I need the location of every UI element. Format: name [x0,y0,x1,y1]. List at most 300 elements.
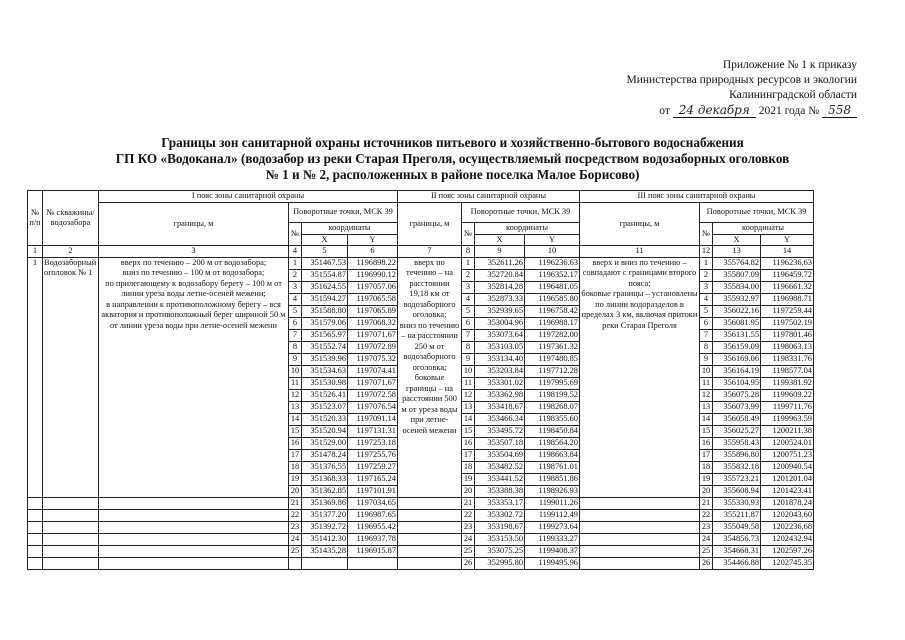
col-num-header: № п/п [28,191,43,246]
belt3-point-x: 355932.97 [713,293,761,305]
belt2-point-no: 6 [462,317,475,329]
belt3-point-y: 1199381.92 [761,377,814,389]
belt3-point-y: 1198063.13 [761,341,814,353]
empty-cell [43,545,99,557]
belt2-point-no: 20 [462,485,475,497]
belt3-point-y: 1200751.23 [761,449,814,461]
belt2-point-y: 1198355.60 [525,413,580,425]
belt3-bounds-text: вверх и вниз по течению – совпадают с границами второго пояса; боковые границы – установлены по линии водоразделов в пределах 3 км, включая притоки реки Старая Преголя [580,257,700,497]
belt3-no-header: № [700,223,713,246]
empty-cell [580,557,700,569]
belt3-point-no: 21 [700,497,713,509]
belt2-point-no: 8 [462,341,475,353]
empty-cell [398,497,462,509]
belt1-point-x: 351579.06 [302,317,348,329]
belt2-point-y: 1198268.07 [525,401,580,413]
belt1-point-no: 14 [289,413,302,425]
belt3-point-y: 1198577.04 [761,365,814,377]
empty-cell [99,557,289,569]
belt3-point-x: 355764.82 [713,257,761,269]
belt1-point-no: 12 [289,389,302,401]
belt2-point-x: 353073.64 [475,329,525,341]
belt3-bounds-header: границы, м [580,203,700,246]
belt3-point-no: 12 [700,389,713,401]
belt2-point-y: 1196236.63 [525,257,580,269]
belt1-point-y: 1196915.87 [348,545,398,557]
belt2-point-no: 2 [462,269,475,281]
belt2-point-no: 17 [462,449,475,461]
belt1-point-no: 20 [289,485,302,497]
belt2-point-y: 1199273.64 [525,521,580,533]
belt3-point-y: 1202236.68 [761,521,814,533]
belt1-coords-header: координаты [302,223,398,235]
empty-cell [398,509,462,521]
belt3-point-y: 1200211.38 [761,425,814,437]
belt2-point-y: 1199011.26 [525,497,580,509]
belt3-point-x: 356058.49 [713,413,761,425]
belt3-point-y: 1196988.71 [761,293,814,305]
belt2-point-x: 352611.26 [475,257,525,269]
belt1-header: I пояс зоны санитарной охраны [99,191,398,203]
belt3-point-x: 355807.09 [713,269,761,281]
handwritten-date: 24 декабря [673,103,756,118]
belt1-point-y: 1196937.78 [348,533,398,545]
empty-cell [99,509,289,521]
belt1-point-no: 7 [289,329,302,341]
belt2-point-x: 353103.05 [475,341,525,353]
belt1-point-empty [302,557,348,569]
belt3-y-header: Y [761,234,814,246]
column-number-cell: 11 [580,246,700,258]
belt3-point-x: 356025.27 [713,425,761,437]
belt1-point-y: 1197068.32 [348,317,398,329]
empty-cell [580,545,700,557]
belt2-point-y: 1198851.86 [525,473,580,485]
belt1-no-header: № [289,223,302,246]
belt2-point-y: 1199333.27 [525,533,580,545]
table-row [28,557,814,569]
belt3-point-no: 14 [700,413,713,425]
belt2-point-no: 26 [462,557,475,569]
belt3-point-x: 355832.18 [713,461,761,473]
belt3-point-no: 8 [700,341,713,353]
belt1-point-y: 1196955.42 [348,521,398,533]
belt2-point-x: 353362.98 [475,389,525,401]
belt2-point-x: 353353.17 [475,497,525,509]
belt2-point-y: 1196758.42 [525,305,580,317]
belt1-point-y: 1197255.76 [348,449,398,461]
belt3-point-x: 356159.09 [713,341,761,353]
belt1-point-y: 1197091.14 [348,413,398,425]
belt3-point-x: 354668.31 [713,545,761,557]
row-num-cell: 1 [28,257,43,497]
belt1-point-y: 1197075.32 [348,353,398,365]
belt3-point-x: 356073.99 [713,401,761,413]
table-body [28,191,814,570]
belt1-point-y: 1197072.89 [348,341,398,353]
column-number-cell: 9 [475,246,525,258]
handwritten-number: 558 [822,103,857,118]
belt2-point-x: 352995.80 [475,557,525,569]
column-number-cell: 13 [713,246,761,258]
belt3-point-no: 17 [700,449,713,461]
belt1-point-no: 11 [289,377,302,389]
belt2-point-x: 352814.28 [475,281,525,293]
belt1-point-x: 351520.94 [302,425,348,437]
belt3-point-x: 356022.16 [713,305,761,317]
belt1-point-x: 351565.97 [302,329,348,341]
belt1-point-y: 1197074.41 [348,365,398,377]
belt2-point-x: 353004.96 [475,317,525,329]
belt1-point-no: 18 [289,461,302,473]
belt1-point-x: 351376.55 [302,461,348,473]
belt2-point-x: 352873.33 [475,293,525,305]
col-well-header: № скважины/ водозабора [43,191,99,246]
belt3-point-x: 355896.80 [713,449,761,461]
title-line-2: ГП КО «Водоканал» (водозабор из реки Старая Преголя, осуществляемый посредством водозаборных оголовков [115,151,790,166]
belt3-point-y: 1201423.41 [761,485,814,497]
belt2-point-x: 353504.69 [475,449,525,461]
row-well-cell: Водозаборный оголовок № 1 [43,257,99,497]
belt1-point-x: 351520.33 [302,413,348,425]
belt3-point-x: 356169.06 [713,353,761,365]
belt3-point-x: 356104.95 [713,377,761,389]
belt2-point-x: 353198.67 [475,521,525,533]
belt2-point-no: 18 [462,461,475,473]
header-row-1 [28,191,814,203]
belt1-point-no: 23 [289,521,302,533]
belt1-point-y: 1197034.65 [348,497,398,509]
empty-cell [580,497,700,509]
belt2-point-no: 10 [462,365,475,377]
belt3-point-x: 355834.00 [713,281,761,293]
belt2-point-x: 353482.52 [475,461,525,473]
belt3-point-y: 1201201.04 [761,473,814,485]
belt2-bounds-text: вверх по течению – на расстоянии 19,18 км от водозаборного оголовка; вниз по течению – на расстоянии 250 м от водозаборного оголовка; боковые границы – на расстоянии 500 м от уреза воды при летне-осеней межени [398,257,462,497]
belt1-point-y: 1197071.67 [348,329,398,341]
belt1-point-y: 1196987.65 [348,509,398,521]
belt2-point-y: 1197995.69 [525,377,580,389]
belt1-point-no: 25 [289,545,302,557]
belt2-point-no: 13 [462,401,475,413]
belt3-point-no: 24 [700,533,713,545]
belt2-point-x: 353153.50 [475,533,525,545]
belt1-point-x: 351526.41 [302,389,348,401]
table-row [28,533,814,545]
column-number-cell: 2 [43,246,99,258]
belt3-point-no: 25 [700,545,713,557]
belt2-point-no: 16 [462,437,475,449]
belt1-point-y: 1197057.06 [348,281,398,293]
belt2-no-header: № [462,223,475,246]
belt2-point-no: 15 [462,425,475,437]
belt1-point-no: 21 [289,497,302,509]
empty-cell [28,497,43,509]
empty-cell [28,545,43,557]
belt1-point-x: 351534.63 [302,365,348,377]
column-number-cell: 8 [462,246,475,258]
belt3-point-x: 355723.21 [713,473,761,485]
empty-cell [28,533,43,545]
belt2-point-y: 1196481.05 [525,281,580,293]
belt2-point-x: 353418.67 [475,401,525,413]
belt1-points-header: Поворотные точки, МСК 39 [289,203,398,223]
belt1-point-x: 351552.74 [302,341,348,353]
belt1-point-x: 351539.96 [302,353,348,365]
belt2-x-header: X [475,234,525,246]
belt1-point-no: 15 [289,425,302,437]
from-label: от [659,105,670,117]
belt1-point-empty [348,557,398,569]
belt1-point-no: 13 [289,401,302,413]
table-row [28,257,814,269]
belt1-point-no: 17 [289,449,302,461]
belt2-point-x: 353388.38 [475,485,525,497]
belt2-point-y: 1199112.49 [525,509,580,521]
belt2-point-no: 21 [462,497,475,509]
belt2-point-x: 353301.02 [475,377,525,389]
belt2-point-no: 3 [462,281,475,293]
belt2-point-y: 1196585.80 [525,293,580,305]
belt3-point-x: 356075.28 [713,389,761,401]
belt1-point-empty [289,557,302,569]
belt1-point-x: 351529.00 [302,437,348,449]
belt1-point-x: 351624.55 [302,281,348,293]
column-number-cell: 5 [302,246,348,258]
belt3-point-no: 6 [700,317,713,329]
belt3-coords-header: координаты [713,223,814,235]
belt1-point-y: 1197253.18 [348,437,398,449]
belt3-point-no: 13 [700,401,713,413]
belt2-point-no: 4 [462,293,475,305]
belt1-point-y: 1197101.91 [348,485,398,497]
empty-cell [580,509,700,521]
belt2-point-x: 353075.25 [475,545,525,557]
belt1-point-no: 2 [289,269,302,281]
belt3-point-y: 1199711.76 [761,401,814,413]
belt2-point-x: 353507.18 [475,437,525,449]
belt1-point-x: 351554.87 [302,269,348,281]
document-title [0,135,905,183]
belt1-y-header: Y [348,234,398,246]
belt1-point-y: 1197165.24 [348,473,398,485]
column-number-cell: 10 [525,246,580,258]
belt3-point-y: 1198331.76 [761,353,814,365]
belt1-point-x: 351478.24 [302,449,348,461]
belt3-point-y: 1202043.60 [761,509,814,521]
belt1-point-no: 19 [289,473,302,485]
column-number-cell: 12 [700,246,713,258]
empty-cell [99,545,289,557]
belt1-point-no: 6 [289,317,302,329]
belt3-point-no: 23 [700,521,713,533]
zones-table [27,190,814,570]
belt1-point-no: 9 [289,353,302,365]
belt2-point-y: 1196352.17 [525,269,580,281]
belt3-point-x: 354856.73 [713,533,761,545]
belt3-point-y: 1201878.24 [761,497,814,509]
belt2-coords-header: координаты [475,223,580,235]
belt1-point-x: 351377.20 [302,509,348,521]
belt3-x-header: X [713,234,761,246]
table-row [28,509,814,521]
belt2-point-y: 1198564.20 [525,437,580,449]
belt1-point-x: 351530.98 [302,377,348,389]
belt1-point-y: 1196898.22 [348,257,398,269]
belt3-points-header: Поворотные точки, МСК 39 [700,203,814,223]
belt3-point-y: 1197259.44 [761,305,814,317]
belt1-point-no: 1 [289,257,302,269]
belt2-point-x: 353134.40 [475,353,525,365]
belt1-point-x: 351368.33 [302,473,348,485]
order-header [557,58,857,119]
belt1-point-no: 8 [289,341,302,353]
belt2-point-no: 5 [462,305,475,317]
belt2-point-no: 14 [462,413,475,425]
empty-cell [28,557,43,569]
belt3-point-no: 11 [700,377,713,389]
belt3-point-no: 1 [700,257,713,269]
appendix-label: Приложение № 1 к приказу [722,59,857,71]
belt2-point-no: 25 [462,545,475,557]
belt1-point-x: 351412.30 [302,533,348,545]
belt2-point-y: 1197361.32 [525,341,580,353]
belt2-point-no: 12 [462,389,475,401]
belt1-point-x: 351435.28 [302,545,348,557]
ministry-label: Министерства природных ресурсов и экологии [626,74,857,86]
belt1-point-x: 351467.53 [302,257,348,269]
belt1-point-y: 1197072.58 [348,389,398,401]
belt2-point-x: 352939.65 [475,305,525,317]
region-label: Калининградской области [729,89,857,101]
belt1-point-no: 24 [289,533,302,545]
title-line-1: Границы зон санитарной охраны источников питьевого и хозяйственно-бытового водоснабжения [161,135,744,150]
belt2-points-header: Поворотные точки, МСК 39 [462,203,580,223]
belt2-point-no: 23 [462,521,475,533]
column-number-cell: 1 [28,246,43,258]
table-row [28,545,814,557]
belt3-point-y: 1199963.59 [761,413,814,425]
empty-cell [398,545,462,557]
belt1-point-y: 1197065.89 [348,305,398,317]
belt2-point-no: 7 [462,329,475,341]
belt1-point-y: 1197065.58 [348,293,398,305]
empty-cell [99,533,289,545]
empty-cell [28,509,43,521]
belt1-bounds-header: границы, м [99,203,289,246]
empty-cell [99,497,289,509]
belt3-point-y: 1202597.26 [761,545,814,557]
belt2-point-no: 1 [462,257,475,269]
empty-cell [580,521,700,533]
empty-cell [43,557,99,569]
belt1-point-y: 1197071.67 [348,377,398,389]
belt3-point-x: 356131.55 [713,329,761,341]
empty-cell [28,521,43,533]
empty-cell [580,533,700,545]
belt2-point-no: 9 [462,353,475,365]
empty-cell [398,533,462,545]
belt3-point-y: 1200940.54 [761,461,814,473]
belt3-header: III пояс зоны санитарной охраны [580,191,814,203]
belt1-point-y: 1196990.12 [348,269,398,281]
belt3-point-y: 1202745.35 [761,557,814,569]
header-row-2 [28,203,814,223]
belt3-point-no: 20 [700,485,713,497]
belt1-bounds-text: вверх по течению – 200 м от водозабора; вниз по течению – 100 м от водозабора; по прилегающему к водозабору берегу – 100 м от линии уреза воды летне-осеней межени; в направлении к противоположному берегу – вся акватория и противоположный берег шириной 50 м от линии уреза воды при летне-осеней межени [99,257,289,497]
belt3-point-x: 354466.88 [713,557,761,569]
belt2-point-no: 11 [462,377,475,389]
column-number-cell: 14 [761,246,814,258]
empty-cell [398,557,462,569]
belt1-x-header: X [302,234,348,246]
belt1-point-no: 10 [289,365,302,377]
belt1-point-y: 1197076.54 [348,401,398,413]
empty-cell [43,521,99,533]
belt3-point-no: 16 [700,437,713,449]
belt1-point-x: 351392.72 [302,521,348,533]
belt3-point-no: 9 [700,353,713,365]
empty-cell [43,533,99,545]
belt3-point-no: 10 [700,365,713,377]
belt3-point-no: 19 [700,473,713,485]
belt2-point-y: 1197282.00 [525,329,580,341]
belt1-point-x: 351369.86 [302,497,348,509]
belt2-point-y: 1198450.84 [525,425,580,437]
column-number-cell: 3 [99,246,289,258]
belt3-point-x: 355958.43 [713,437,761,449]
empty-cell [398,521,462,533]
belt1-point-y: 1197259.27 [348,461,398,473]
belt3-point-y: 1196459.72 [761,269,814,281]
belt2-point-x: 353495.72 [475,425,525,437]
column-number-cell: 6 [348,246,398,258]
belt3-point-x: 355049.58 [713,521,761,533]
column-number-row [28,246,814,258]
belt3-point-x: 355211.87 [713,509,761,521]
belt2-point-no: 24 [462,533,475,545]
belt2-point-y: 1198199.52 [525,389,580,401]
belt3-point-y: 1197502.19 [761,317,814,329]
belt3-point-no: 4 [700,293,713,305]
empty-cell [43,509,99,521]
belt3-point-y: 1202432.94 [761,533,814,545]
belt2-point-y: 1197712.28 [525,365,580,377]
belt3-point-x: 356081.95 [713,317,761,329]
belt3-point-y: 1199609.22 [761,389,814,401]
belt2-point-y: 1197480.85 [525,353,580,365]
belt1-point-no: 3 [289,281,302,293]
belt2-point-y: 1198761.01 [525,461,580,473]
empty-cell [99,521,289,533]
empty-cell [43,497,99,509]
belt3-point-y: 1196661.32 [761,281,814,293]
belt2-point-x: 353466.34 [475,413,525,425]
belt3-point-y: 1196236.63 [761,257,814,269]
column-number-cell: 7 [398,246,462,258]
belt2-y-header: Y [525,234,580,246]
belt2-point-y: 1196988.17 [525,317,580,329]
belt3-point-no: 3 [700,281,713,293]
table-row [28,521,814,533]
belt2-header: II пояс зоны санитарной охраны [398,191,580,203]
belt1-point-no: 4 [289,293,302,305]
belt3-point-no: 26 [700,557,713,569]
belt3-point-x: 356164.19 [713,365,761,377]
belt3-point-no: 18 [700,461,713,473]
belt3-point-no: 7 [700,329,713,341]
column-number-cell: 4 [289,246,302,258]
